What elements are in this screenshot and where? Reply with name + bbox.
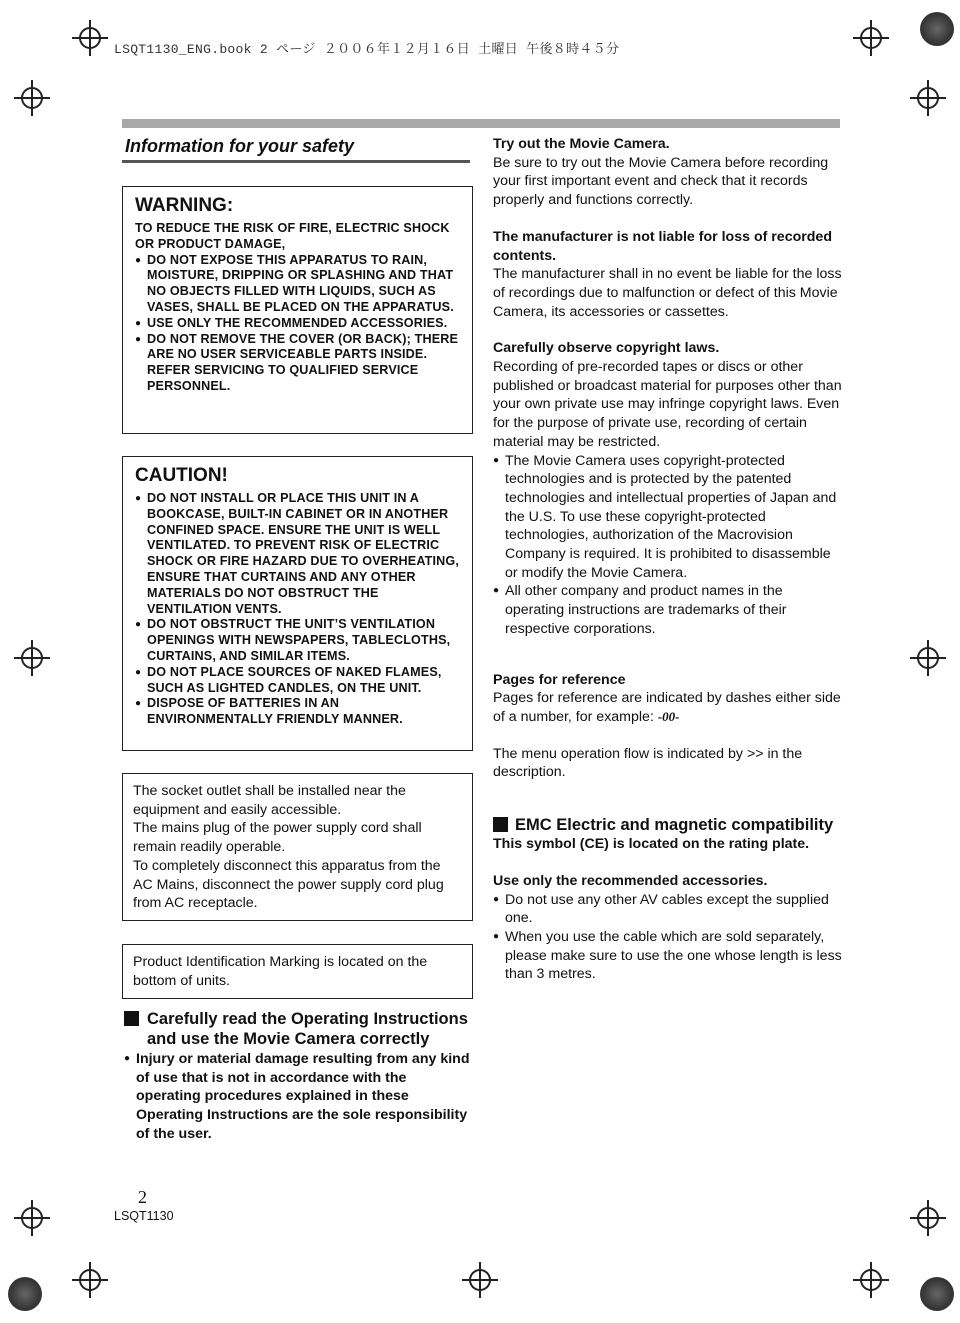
menu-text: The menu operation flow is indicated by >> in the description. — [493, 745, 803, 781]
socket-text: The socket outlet shall be installed near the equipment and easily accessible. — [133, 783, 406, 818]
read-heading: Carefully read the Operating Instructions and use the Movie Camera correctly — [147, 1010, 468, 1048]
registration-mark-icon — [853, 1262, 889, 1298]
top-gray-band — [122, 119, 840, 128]
page-code: LSQT1130 — [114, 1209, 174, 1223]
pages-text: Pages for reference are indicated by dashes either side of a number, for example: — [493, 690, 841, 725]
registration-dot-icon — [920, 1277, 954, 1311]
square-bullet-icon — [493, 817, 508, 832]
socket-text: The mains plug of the power supply cord shall remain readily operable. — [133, 820, 422, 856]
square-bullet-icon — [124, 1011, 139, 1026]
copyright-item: ● All other company and product names in the operating instructions are trademarks of their respective corporations. — [493, 582, 843, 638]
warning-intro: TO REDUCE THE RISK OF FIRE, ELECTRIC SHOCK OR PRODUCT DAMAGE, — [135, 221, 450, 251]
page-number: 2 — [138, 1187, 147, 1207]
registration-mark-icon — [72, 1262, 108, 1298]
registration-mark-icon — [853, 20, 889, 56]
registration-mark-icon — [910, 640, 946, 676]
emc-text: This symbol (CE) is located on the rating plate. — [493, 836, 810, 853]
try-text: Be sure to try out the Movie Camera before recording your first important event and check that it records properly and functions correctly. — [493, 154, 829, 209]
registration-dot-icon — [8, 1277, 42, 1311]
liable-text: The manufacturer shall in no event be liable for the loss of recordings due to malfunction or defect of this Movie Camera, its accessories or cassettes. — [493, 266, 842, 320]
section-title: Information for your safety — [125, 136, 355, 156]
right-column — [493, 135, 843, 984]
registration-mark-icon — [72, 20, 108, 56]
registration-mark-icon — [14, 640, 50, 676]
file-header-line: LSQT1130_ENG.book 2 ページ ２００６年１２月１６日 土曜日 午後８時４５分 — [114, 42, 620, 57]
registration-dot-icon — [920, 12, 954, 46]
accessories-item: ● Do not use any other AV cables except the supplied one. — [493, 891, 843, 928]
warning-box — [122, 186, 473, 434]
caution-item: ● DO NOT OBSTRUCT THE UNIT’S VENTILATION OPENINGS WITH NEWSPAPERS, TABLECLOTHS, CURTAINS, AND SIMILAR ITEMS. — [135, 617, 460, 664]
socket-text: To completely disconnect this apparatus from the AC Mains, disconnect the power supply cord plug from AC receptacle. — [133, 857, 444, 912]
read-item: ● Injury or material damage resulting from any kind of use that is not in accordance with the operating procedures explained in these Operating Instructions are the sole responsibility of the user. — [124, 1050, 474, 1144]
registration-mark-icon — [14, 80, 50, 116]
registration-mark-icon — [462, 1262, 498, 1298]
pages-text-wrap — [493, 689, 843, 726]
read-instructions-section — [124, 1009, 474, 1144]
warning-heading: WARNING: — [135, 195, 234, 216]
caution-item: ● DISPOSE OF BATTERIES IN AN ENVIRONMENTALLY FRIENDLY MANNER. — [135, 696, 460, 728]
emc-heading: EMC Electric and magnetic compatibility — [515, 816, 834, 835]
accessories-heading: Use only the recommended accessories. — [493, 872, 768, 889]
liable-heading: The manufacturer is not liable for loss of recorded contents. — [493, 228, 832, 264]
warning-item: ● DO NOT REMOVE THE COVER (OR BACK); THERE ARE NO USER SERVICEABLE PARTS INSIDE. REFER SERVICING TO QUALIFIED SERVICE PERSONNEL. — [135, 332, 460, 395]
registration-mark-icon — [14, 1200, 50, 1236]
product-id-box — [122, 944, 473, 999]
registration-mark-icon — [910, 1200, 946, 1236]
accessories-item: ● When you use the cable which are sold separately, please make sure to use the one whose length is less than 3 metres. — [493, 928, 843, 984]
caution-item: ● DO NOT PLACE SOURCES OF NAKED FLAMES, SUCH AS LIGHTED CANDLES, ON THE UNIT. — [135, 665, 460, 697]
registration-mark-icon — [910, 80, 946, 116]
caution-heading: CAUTION! — [135, 465, 228, 486]
caution-item: ● DO NOT INSTALL OR PLACE THIS UNIT IN A BOOKCASE, BUILT-IN CABINET OR IN ANOTHER CONFINED SPACE. ENSURE THE UNIT IS WELL VENTILATED. TO PREVENT RISK OF ELECTRIC SHOCK OR FIRE HAZARD DUE TO OVERHEATING, ENSURE THAT CURTAINS AND ANY OTHER MATERIALS DO NOT OBSTRUCT THE VENTILATION VENTS. — [135, 491, 460, 617]
warning-item: ● DO NOT EXPOSE THIS APPARATUS TO RAIN, MOISTURE, DRIPPING OR SPLASHING AND THAT NO OBJECTS FILLED WITH LIQUIDS, SUCH AS VASES, SHALL BE PLACED ON THE APPARATUS. — [135, 253, 460, 316]
pages-heading: Pages for reference — [493, 671, 626, 688]
caution-box — [122, 456, 473, 751]
copyright-item: ● The Movie Camera uses copyright-protected technologies and is protected by the patented technologies and intellectual properties of Japan and the U.S. To use these copyright-protected technologies, authorization of the Macrovision Company is required. It is prohibited to disassemble or modify the Movie Camera. — [493, 452, 843, 583]
warning-item: ● USE ONLY THE RECOMMENDED ACCESSORIES. — [135, 316, 460, 332]
try-heading: Try out the Movie Camera. — [493, 136, 670, 152]
product-id-text: Product Identification Marking is located on the bottom of units. — [133, 954, 428, 989]
pages-example: -00- — [657, 708, 680, 724]
copyright-heading: Carefully observe copyright laws. — [493, 340, 720, 357]
copyright-text: Recording of pre-recorded tapes or discs or other published or broadcast material for purposes other than your own private use may infringe copyright laws. Even for the purpose of private use, recording of certain material may be restricted. — [493, 359, 842, 450]
socket-outlet-box — [122, 773, 473, 921]
title-underline — [122, 160, 470, 163]
